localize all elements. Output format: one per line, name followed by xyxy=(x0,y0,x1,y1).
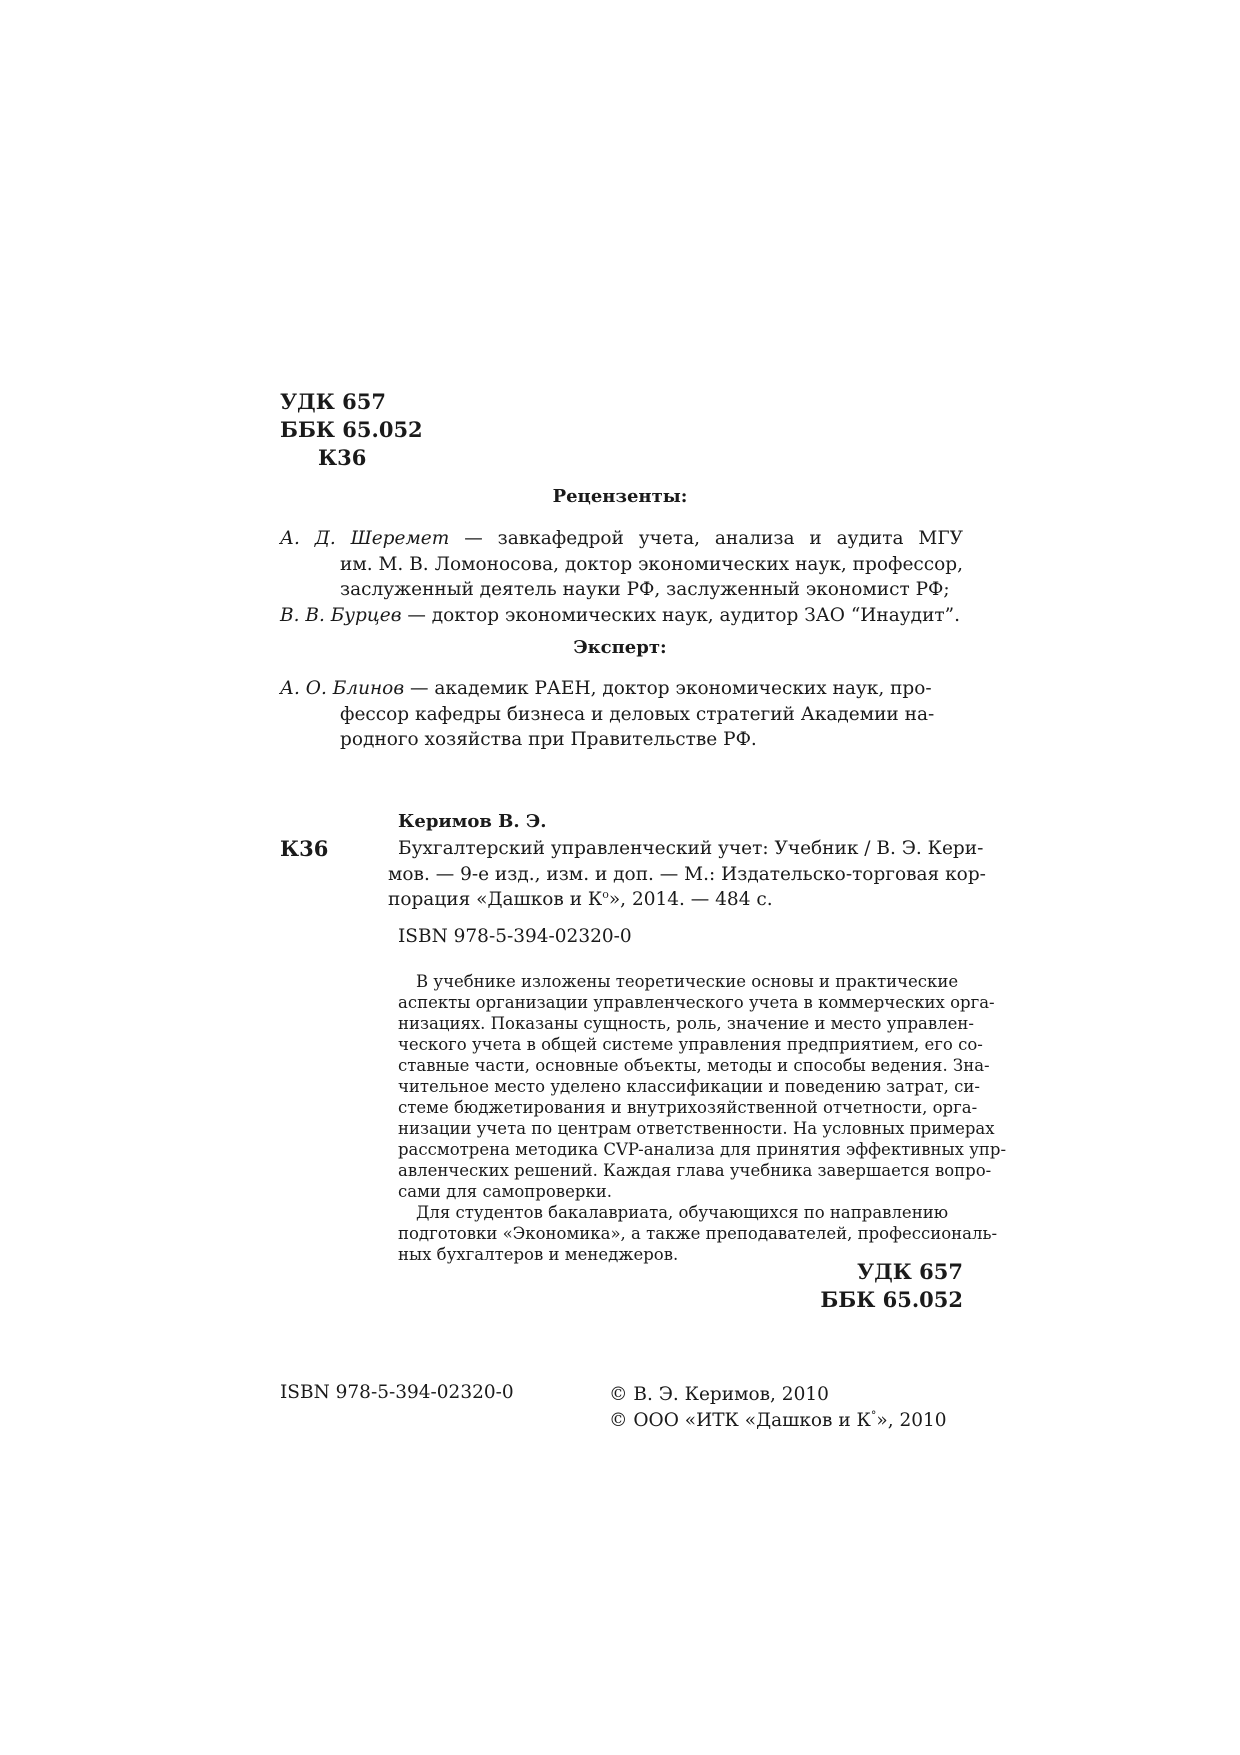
expert-entry xyxy=(280,676,963,753)
audience-line: подготовки «Экономика», а также преподавателей, профессиональ- xyxy=(398,1224,998,1243)
annotation-line: чительное место уделено классификации и поведению затрат, си- xyxy=(398,1077,980,1096)
bottom-isbn: ISBN 978-5-394-02320-0 xyxy=(280,1382,514,1403)
author-mark: К36 xyxy=(318,445,367,470)
annotation-line: ческого учета в общей системе управления предприятием, его со- xyxy=(398,1035,983,1054)
classification-codes xyxy=(280,388,423,472)
bbk-code: ББК 65.052 xyxy=(280,417,423,442)
annotation-line: низациях. Показаны сущность, роль, значение и место управлен- xyxy=(398,1014,974,1033)
reviewer-2-name: В. В. Бурцев xyxy=(280,604,402,626)
catalog-mark: К36 xyxy=(280,836,329,861)
annotation-line: стеме бюджетирования и внутрихозяйственной отчетности, орга- xyxy=(398,1098,978,1117)
reviewer-2-line-1: В. В. Бурцев — доктор экономических наук, аудитор ЗАО “Инаудит”. xyxy=(280,604,960,626)
copyright-block xyxy=(609,1382,947,1434)
annotation-line: рассмотрена методика CVP-анализа для принятия эффективных упр- xyxy=(398,1140,1007,1159)
expert-line-2: фессор кафедры бизнеса и деловых стратегий Академии на- xyxy=(340,703,935,725)
expert-name: А. О. Блинов xyxy=(280,678,405,699)
catalog-line-1: Бухгалтерский управленческий учет: Учебник / В. Э. Кери- xyxy=(398,838,984,859)
udk-code: УДК 657 xyxy=(280,389,386,414)
catalog-line-3: порация «Дашков и $К^о$», 2014. — 484 с. xyxy=(388,887,773,910)
reviewer-1-line-3: заслуженный деятель науки РФ, заслуженный экономист РФ; xyxy=(340,579,950,600)
catalog-description xyxy=(388,836,986,913)
reviewer-1-line-1: А. Д. Шеремет — завкафедрой учета, анализа и аудита МГУ xyxy=(280,528,963,549)
audience-line: Для студентов бакалавриата, обучающихся по направлению xyxy=(416,1203,949,1222)
expert-line-3: родного хозяйства при Правительстве РФ. xyxy=(340,729,757,750)
copyright-author: © В. Э. Керимов, 2010 xyxy=(609,1384,829,1405)
annotation-line: аспекты организации управленческого учета в коммерческих орга- xyxy=(398,993,995,1012)
reviewers-heading: Рецензенты: xyxy=(552,486,688,507)
footer-udk: УДК 657 xyxy=(857,1259,963,1284)
expert-line-1: А. О. Блинов — академик РАЕН, доктор экономических наук, про- xyxy=(280,678,932,699)
catalog-isbn: ISBN 978-5-394-02320-0 xyxy=(398,926,632,947)
annotation-line: сами для самопроверки. xyxy=(398,1182,612,1201)
audience-line: ных бухгалтеров и менеджеров. xyxy=(398,1245,679,1264)
annotation-line: авленческих решений. Каждая глава учебника завершается вопро- xyxy=(398,1161,992,1180)
reviewers-list xyxy=(280,526,963,628)
footer-codes xyxy=(820,1258,963,1314)
annotation-line: ставные части, основные объекты, методы и способы ведения. Зна- xyxy=(398,1056,990,1075)
expert-heading: Эксперт: xyxy=(573,637,667,658)
copyright-publisher: © ООО «ИТК «Дашков и К°», 2010 xyxy=(609,1408,947,1431)
annotation-line: В учебнике изложены теоретические основы и практические xyxy=(416,972,959,991)
annotation xyxy=(398,971,1007,1265)
catalog-line-2: мов. — 9-е изд., изм. и доп. — М.: Издательско-торговая кор- xyxy=(388,863,986,885)
footer-bbk: ББК 65.052 xyxy=(820,1287,963,1312)
reviewer-1-name: А. Д. Шеремет xyxy=(280,528,450,549)
annotation-line: низации учета по центрам ответственности. На условных примерах xyxy=(398,1119,995,1138)
reviewer-1-line-2: им. М. В. Ломоносова, доктор экономических наук, профессор, xyxy=(340,553,963,575)
catalog-author: Керимов В. Э. xyxy=(398,811,547,832)
